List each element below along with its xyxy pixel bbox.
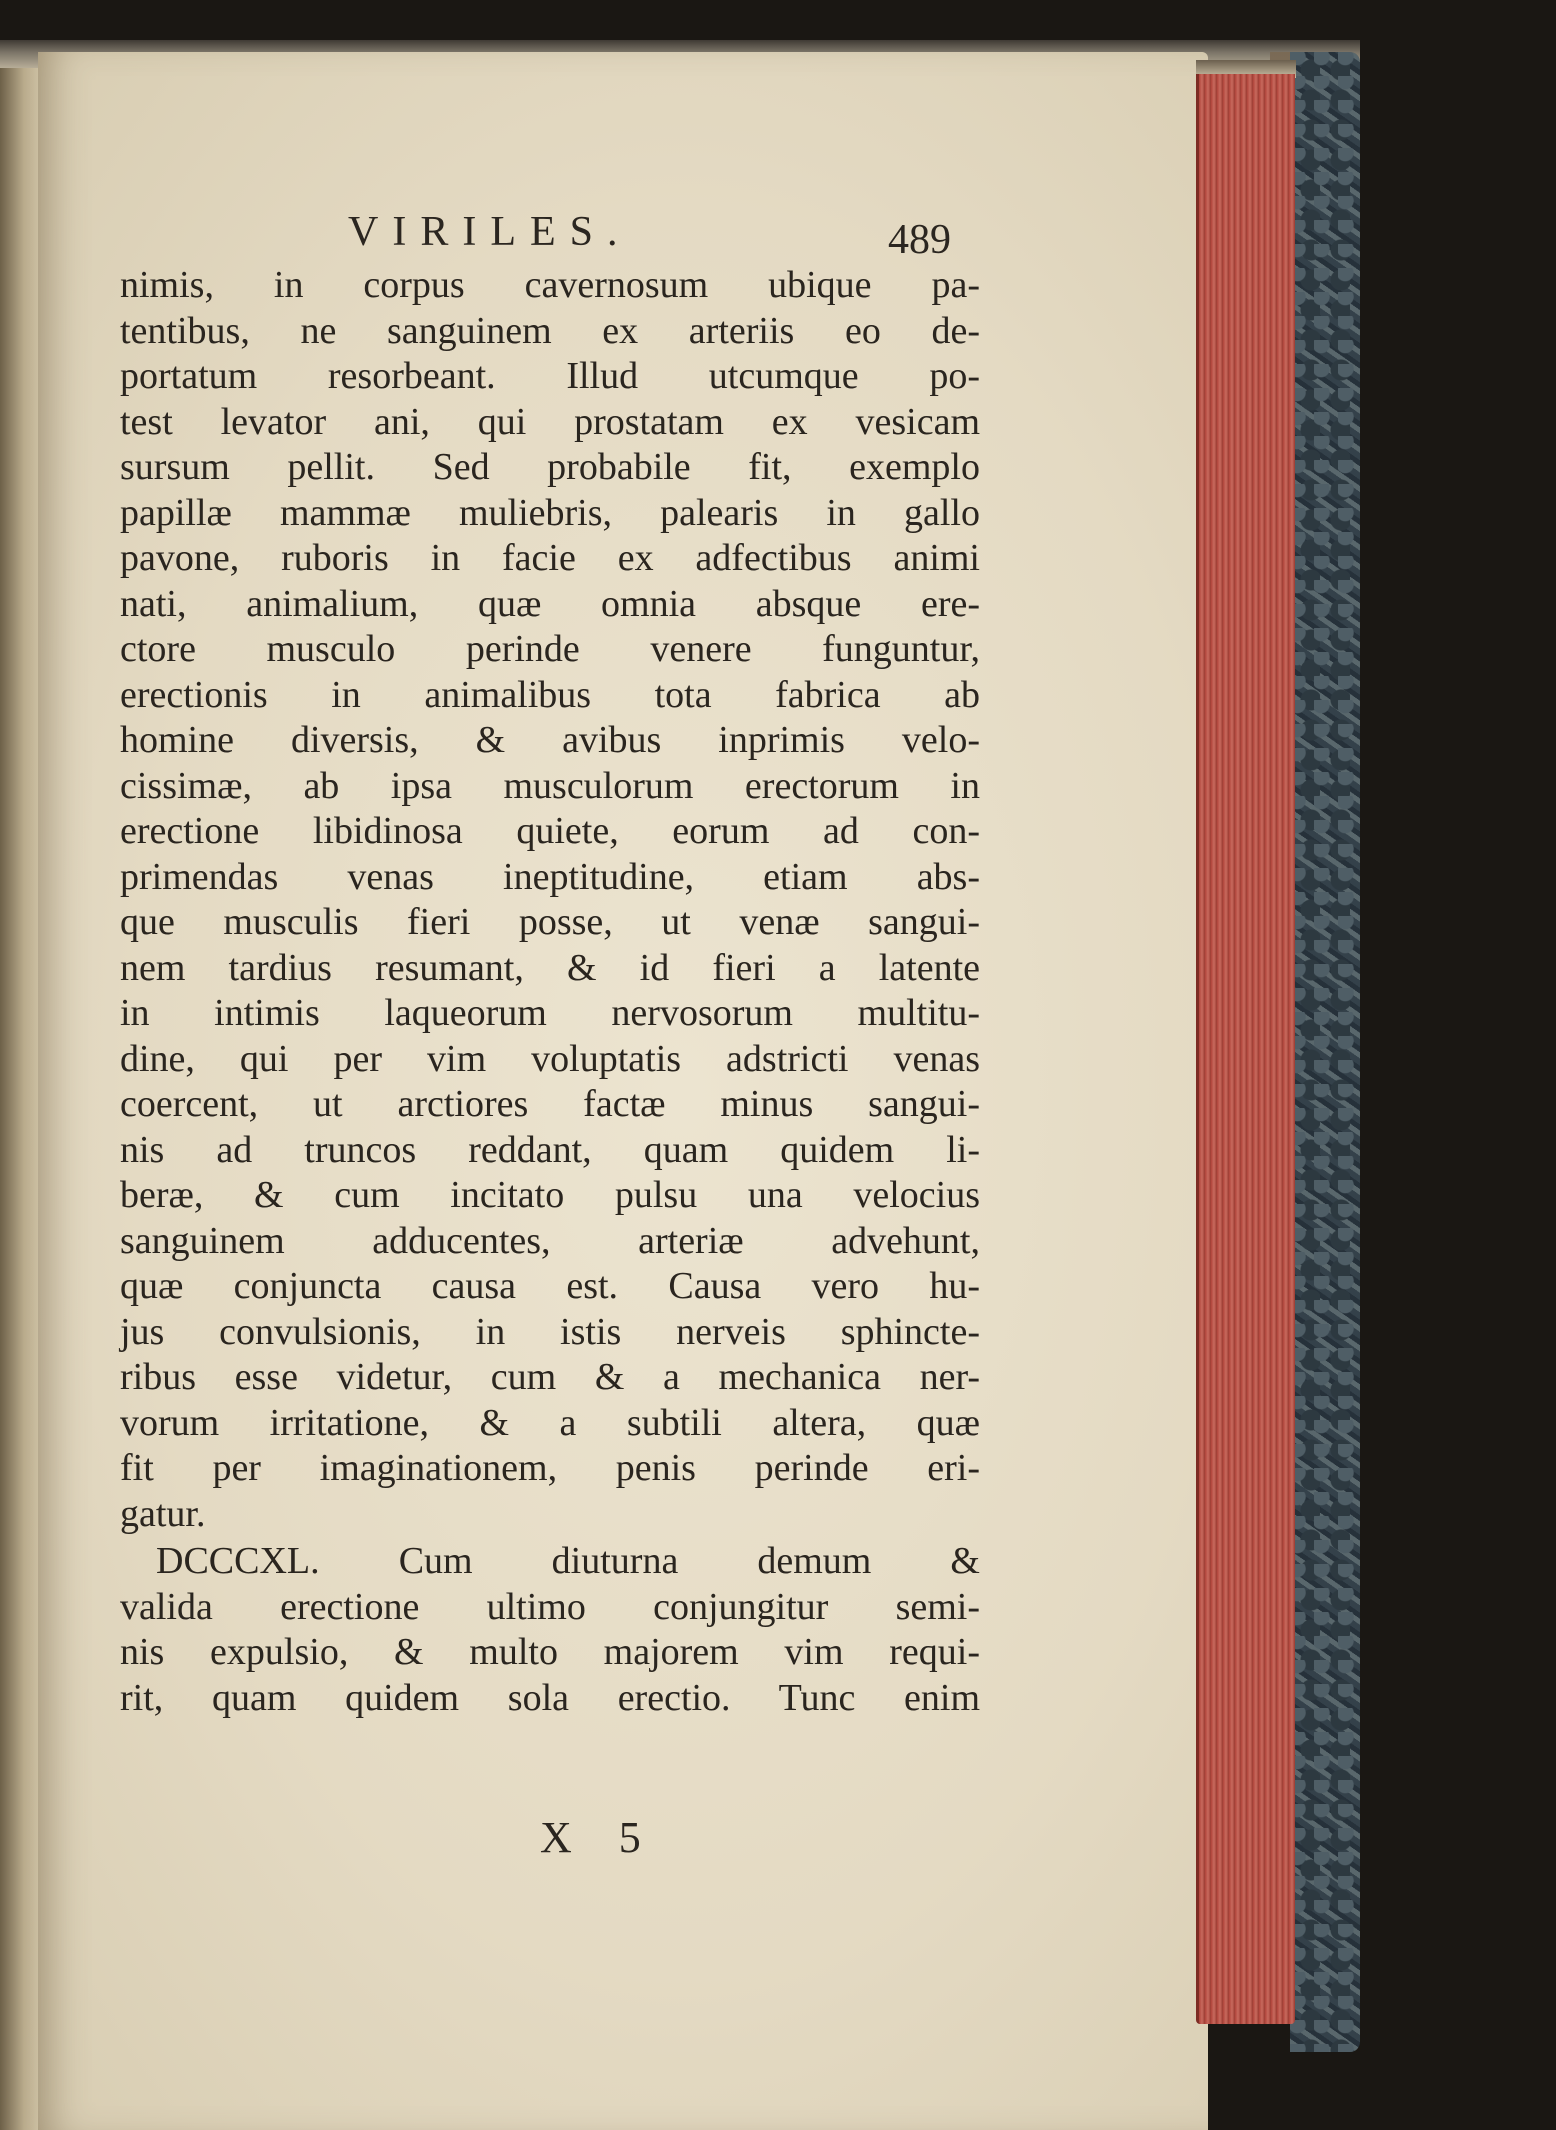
text-line: nimis, in corpus cavernosum ubique pa- — [120, 264, 980, 306]
text-line: DCCCXL. Cum diuturna demum & — [156, 1540, 980, 1582]
page-number: 489 — [888, 217, 951, 263]
text-line: pavone, ruboris in facie ex adfectibus animi — [120, 537, 980, 579]
text-line: vorum irritatione, & a subtili altera, quæ — [120, 1401, 980, 1444]
text-line: erectionis in animalibus tota fabrica ab — [120, 673, 980, 716]
text-line: homine diversis, & avibus inprimis velo- — [120, 719, 980, 761]
text-line: valida erectione ultimo conjungitur semi- — [120, 1585, 980, 1628]
text-line: nati, animalium, quæ omnia absque ere- — [120, 582, 980, 625]
text-line: primendas venas ineptitudine, etiam abs- — [120, 855, 980, 898]
text-line: sursum pellit. Sed probabile fit, exemplo — [120, 446, 980, 488]
text-line: test levator ani, qui prostatam ex vesicam — [120, 400, 980, 443]
text-line: gatur. — [120, 1492, 206, 1535]
text-line: in intimis laqueorum nervosorum multitu- — [120, 992, 980, 1034]
text-line: jus convulsionis, in istis nerveis sphincte- — [120, 1310, 980, 1353]
text-line: rit, quam quidem sola erectio. Tunc enim — [120, 1676, 980, 1719]
text-line: nis ad truncos reddant, quam quidem li- — [120, 1128, 980, 1171]
text-line: sanguinem adducentes, arteriæ advehunt, — [120, 1219, 980, 1262]
text-line: fit per imaginationem, penis perinde eri- — [120, 1447, 980, 1489]
text-line: cissimæ, ab ipsa musculorum erectorum in — [120, 764, 980, 807]
running-title: VIRILES. — [348, 209, 632, 255]
text-line: que musculis fieri posse, ut venæ sangui- — [120, 901, 980, 943]
text-line: dine, qui per vim voluptatis adstricti venas — [120, 1037, 980, 1080]
text-line: portatum resorbeant. Illud utcumque po- — [120, 355, 980, 397]
signature-mark: X 5 — [540, 1813, 659, 1862]
text-line: beræ, & cum incitato pulsu una velocius — [120, 1174, 980, 1216]
text-line: quæ conjuncta causa est. Causa vero hu- — [120, 1265, 980, 1307]
text-line: ctore musculo perinde venere funguntur, — [120, 628, 980, 670]
text-line: nis expulsio, & multo majorem vim requi- — [120, 1631, 980, 1673]
text-line: coercent, ut arctiores factæ minus sangui- — [120, 1083, 980, 1125]
text-line: erectione libidinosa quiete, eorum ad con- — [120, 810, 980, 852]
text-line: tentibus, ne sanguinem ex arteriis eo de- — [120, 309, 980, 352]
text-line: papillæ mammæ muliebris, palearis in gallo — [120, 491, 980, 534]
text-line: ribus esse videtur, cum & a mechanica ner- — [120, 1356, 980, 1398]
text-line: nem tardius resumant, & id fieri a latente — [120, 946, 980, 989]
